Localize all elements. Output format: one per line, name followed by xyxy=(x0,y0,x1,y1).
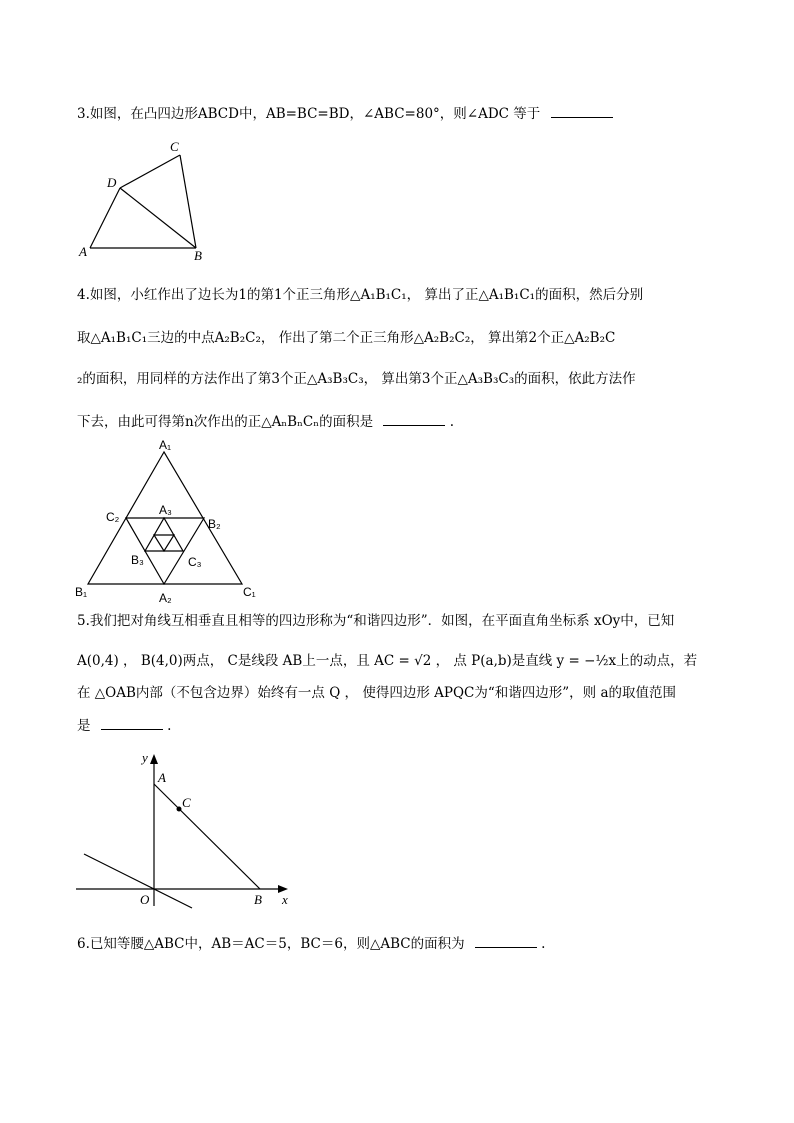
label-b: B xyxy=(194,248,202,263)
question-5-line-3: 在 △OAB内部（不包含边界）始终有一点 Q ， 使得四边形 APQC为“和谐四边形”，则 a的取值范围 xyxy=(77,685,677,701)
label-c: C xyxy=(170,139,179,154)
label-c3: C₃ xyxy=(188,555,202,569)
label-x: x xyxy=(282,892,288,907)
label-a: A xyxy=(158,770,166,785)
label-c1: C₁ xyxy=(243,585,256,599)
answer-blank xyxy=(475,933,537,948)
label-b: B xyxy=(254,892,262,907)
question-4-line-4-text: 下去，由此可得第n次作出的正△AₙBₙCₙ的面积是 xyxy=(77,414,374,430)
y-axis-arrow xyxy=(150,754,158,764)
coordinate-plane-figure xyxy=(76,748,306,918)
label-o: O xyxy=(140,892,150,907)
question-4-period: . xyxy=(449,414,454,430)
answer-blank xyxy=(383,411,445,426)
point-c xyxy=(177,807,182,812)
question-5-line-1: 5.我们把对角线互相垂直且相等的四边形称为“和谐四边形”．如图，在平面直角坐标系 xOy中，已知 xyxy=(77,613,675,629)
label-a1: A₁ xyxy=(159,438,172,452)
label-a: A xyxy=(79,244,87,259)
label-b2: B₂ xyxy=(208,517,221,531)
nested-triangles-figure xyxy=(72,436,272,604)
answer-blank xyxy=(551,103,613,118)
question-4-line-1: 4.如图，小红作出了边长为1的第1个正三角形△A₁B₁C₁， 算出了正△A₁B₁C₁的面积，然后分别 xyxy=(77,287,644,303)
answer-blank xyxy=(101,715,163,730)
question-5-line-4-text: 是 xyxy=(77,718,91,734)
quadrilateral-abcd-figure xyxy=(76,136,216,264)
label-c: C xyxy=(182,795,191,810)
label-a2: A₂ xyxy=(159,591,172,604)
label-b3: B₃ xyxy=(131,553,144,567)
question-5-period: . xyxy=(167,718,172,734)
question-6 xyxy=(77,933,545,954)
question-5-line-2: A(0,4) ， B(4,0)两点， C是线段 AB上一点，且 AC = √2 ， 点 P(a,b)是直线 y = −½x上的动点，若 xyxy=(77,653,698,669)
question-5-line-4 xyxy=(77,715,171,736)
question-4-line-4 xyxy=(77,411,454,432)
question-3 xyxy=(77,103,613,124)
label-d: D xyxy=(107,175,117,190)
question-4-line-3: ₂的面积，用同样的方法作出了第3个正△A₃B₃C₃， 算出第3个正△A₃B₃C₃的面积，依此方法作 xyxy=(77,371,636,387)
label-b1: B₁ xyxy=(75,585,88,599)
question-6-period: . xyxy=(541,936,546,952)
question-6-text: 6.已知等腰△ABC中，AB＝AC＝5，BC＝6，则△ABC的面积为 xyxy=(77,936,465,952)
label-a3: A₃ xyxy=(159,503,172,517)
question-3-text: 3.如图，在凸四边形ABCD中，AB=BC=BD，∠ABC=80°，则∠ADC 等于 xyxy=(77,106,541,122)
label-y: y xyxy=(142,750,148,765)
question-4-line-2: 取△A₁B₁C₁三边的中点A₂B₂C₂， 作出了第二个正三角形△A₂B₂C₂， 算出第2个正△A₂B₂C xyxy=(77,330,616,346)
label-c2: C₂ xyxy=(106,510,120,524)
